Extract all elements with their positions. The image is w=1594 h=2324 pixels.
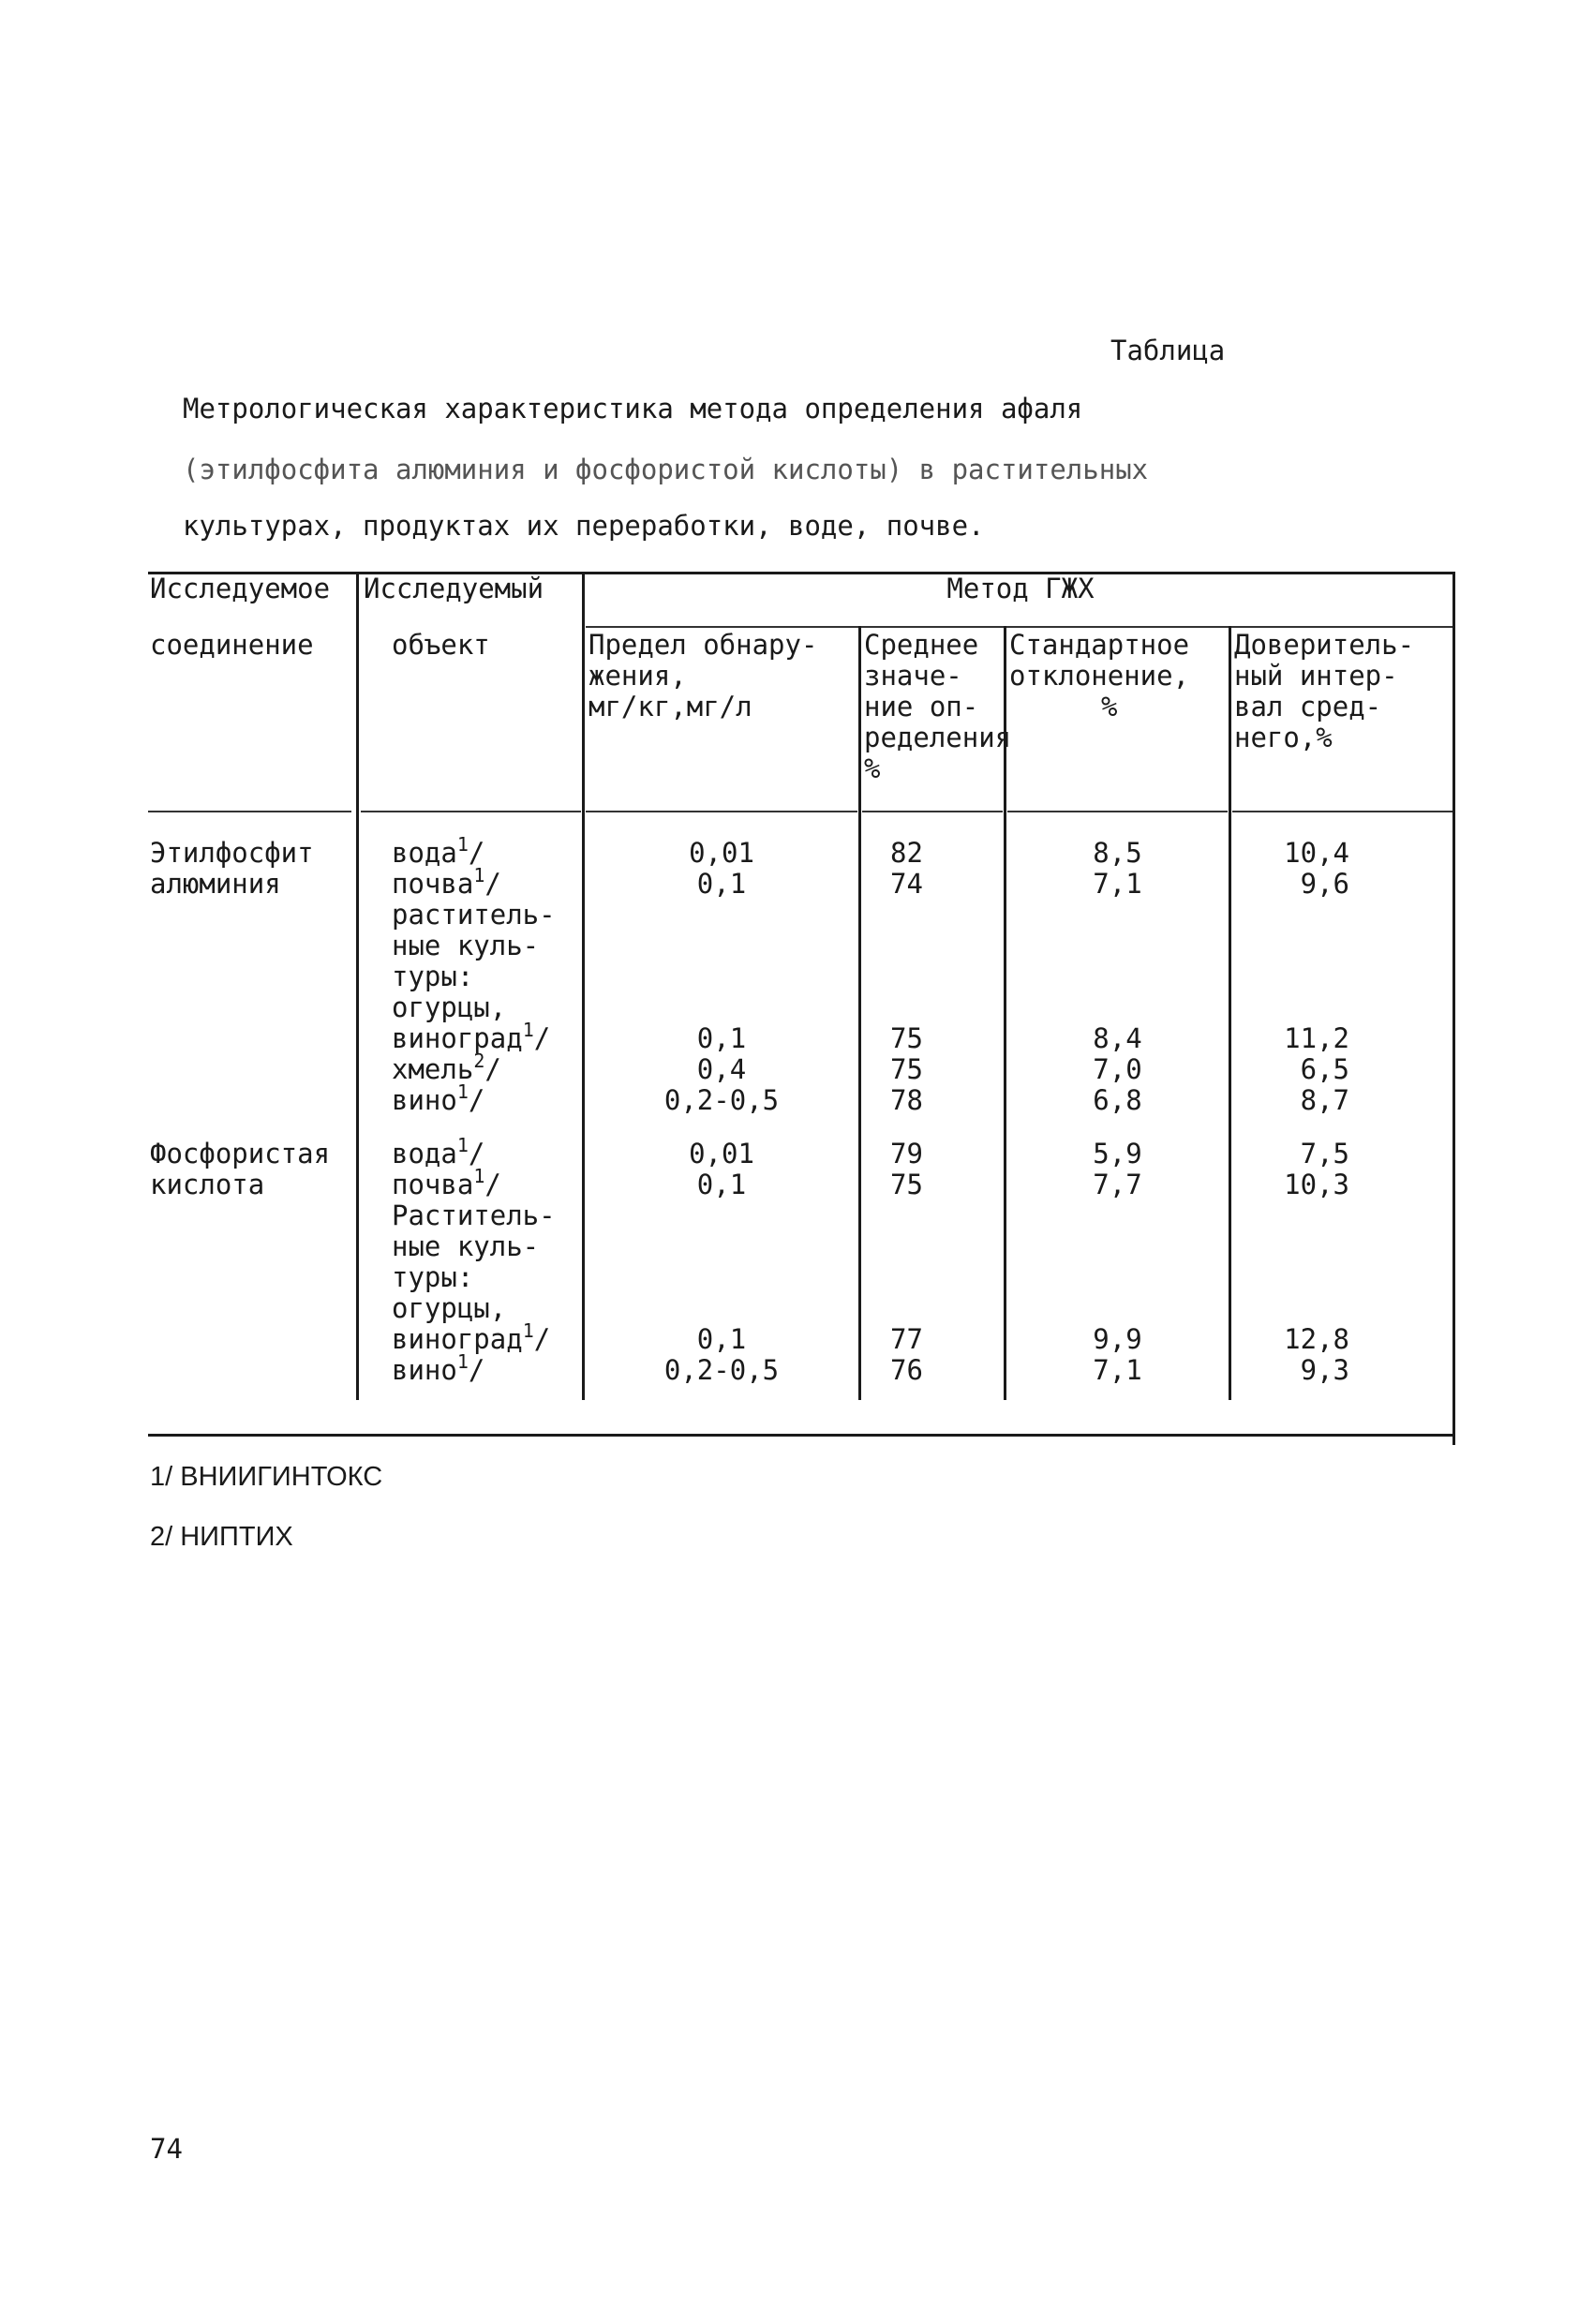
footnote-ref: 1	[522, 1319, 534, 1342]
object-cell: ные куль-	[392, 930, 540, 961]
limit-cell: 0,1	[696, 1323, 747, 1355]
std-cell: 6,8	[1093, 1084, 1142, 1116]
limit-cell: 0,1	[696, 1169, 747, 1200]
object-cell: хмель$^2$/	[392, 1050, 501, 1085]
object-cell: огурцы,	[392, 1292, 507, 1324]
footnote-ref: 1	[473, 1165, 485, 1187]
header-limit-1: Предел обнару-	[588, 629, 818, 661]
object-cell: туры:	[392, 1261, 474, 1293]
ci-cell: 9,3	[1300, 1354, 1349, 1386]
header-object-1: Исследуемый	[364, 573, 544, 604]
std-cell: 7,7	[1093, 1169, 1142, 1200]
page-number: 74	[150, 2133, 183, 2165]
mean-cell: 76	[890, 1354, 923, 1386]
std-cell: 7,0	[1093, 1053, 1142, 1085]
object-cell: вино$^1$/	[392, 1080, 485, 1116]
object-cell: вино$^1$/	[392, 1350, 485, 1386]
header-rule-6	[1232, 811, 1455, 812]
header-rule-3	[586, 811, 857, 812]
header-mean-1: Среднее	[864, 629, 979, 661]
col-sep-3	[858, 626, 861, 1400]
limit-cell: 0,2-0,5	[663, 1084, 780, 1116]
header-object-2: объект	[392, 629, 490, 661]
header-mean-5: %	[864, 752, 881, 784]
header-mean-2: значе-	[864, 660, 962, 692]
mean-cell: 75	[890, 1169, 923, 1200]
header-compound-1: Исследуемое	[150, 573, 331, 604]
header-rule-5	[1007, 811, 1228, 812]
header-rule-4	[862, 811, 1003, 812]
mean-cell: 82	[890, 837, 923, 869]
footnote-ref: 1	[473, 864, 485, 886]
object-cell: почва$^1$/	[392, 864, 501, 900]
std-cell: 7,1	[1093, 1354, 1142, 1386]
object-cell: туры:	[392, 961, 474, 992]
limit-cell: 0,1	[696, 868, 747, 900]
std-cell: 8,5	[1093, 837, 1142, 869]
header-method: Метод ГЖХ	[946, 573, 1095, 604]
table-label: Таблица	[1110, 335, 1226, 366]
table-right-edge	[1452, 574, 1455, 1445]
compound-2-line-2: кислота	[150, 1169, 265, 1200]
footnote-2: 2/ НИПТИХ	[150, 1522, 293, 1552]
header-ci-2: ный интер-	[1234, 660, 1398, 692]
std-cell: 7,1	[1093, 868, 1142, 900]
ci-cell: 12,8	[1284, 1323, 1349, 1355]
object-cell: ные куль-	[392, 1230, 540, 1262]
object-cell: виноград$^1$/	[392, 1019, 551, 1054]
std-cell: 8,4	[1093, 1022, 1142, 1054]
ci-cell: 10,4	[1284, 837, 1349, 869]
mean-cell: 78	[890, 1084, 923, 1116]
std-cell: 5,9	[1093, 1138, 1142, 1169]
object-cell: вода$^1$/	[392, 1134, 485, 1169]
footnote-ref: 1	[456, 1350, 469, 1373]
method-rule	[586, 626, 1455, 628]
compound-1-line-2: алюминия	[150, 868, 281, 900]
ci-cell: 8,7	[1300, 1084, 1349, 1116]
header-rule-2	[361, 811, 581, 812]
footnote-ref: 1	[456, 1134, 469, 1156]
ci-cell: 7,5	[1300, 1138, 1349, 1169]
header-ci-4: него,%	[1234, 722, 1333, 753]
col-sep-2	[582, 574, 585, 1400]
ci-cell: 10,3	[1284, 1169, 1349, 1200]
limit-cell: 0,4	[696, 1053, 747, 1085]
header-ci-3: вал сред-	[1234, 691, 1382, 723]
header-limit-3: мг/кг,мг/л	[588, 691, 752, 723]
std-cell: 9,9	[1093, 1323, 1142, 1355]
caption-line-1: Метрологическая характеристика метода определения афаля	[183, 393, 1083, 425]
header-std-1: Стандартное	[1009, 629, 1190, 661]
table-bottom-rule	[148, 1434, 1455, 1437]
limit-cell: 0,2-0,5	[663, 1354, 780, 1386]
caption-line-2: (этилфосфита алюминия и фосфористой кислоты) в растительных	[183, 454, 1149, 485]
header-std-2: отклонение,	[1009, 660, 1190, 692]
footnote-ref: 1	[456, 1080, 469, 1103]
mean-cell: 74	[890, 868, 923, 900]
object-cell: вода$^1$/	[392, 833, 485, 869]
footnote-ref: 1	[456, 833, 469, 856]
object-cell: виноград$^1$/	[392, 1319, 551, 1355]
ci-cell: 11,2	[1284, 1022, 1349, 1054]
mean-cell: 77	[890, 1323, 923, 1355]
header-compound-2: соединение	[150, 629, 314, 661]
header-mean-3: ние оп-	[864, 691, 979, 723]
mean-cell: 75	[890, 1022, 923, 1054]
footnote-ref: 2	[473, 1050, 485, 1072]
compound-1-line-1: Этилфосфит	[150, 837, 314, 869]
object-cell: почва$^1$/	[392, 1165, 501, 1200]
col-sep-1	[356, 574, 359, 1400]
ci-cell: 9,6	[1300, 868, 1349, 900]
mean-cell: 79	[890, 1138, 923, 1169]
header-rule-1	[148, 811, 351, 812]
header-ci-1: Доверитель-	[1234, 629, 1415, 661]
header-limit-2: жения,	[588, 660, 687, 692]
compound-2-line-1: Фосфористая	[150, 1138, 331, 1169]
col-sep-5	[1229, 626, 1231, 1400]
limit-cell: 0,01	[689, 837, 754, 869]
caption-line-3: культурах, продуктах их переработки, воде, почве.	[183, 510, 985, 542]
footnote-1: 1/ ВНИИГИНТОКС	[150, 1462, 383, 1492]
object-cell: Раститель-	[392, 1199, 556, 1231]
header-std-3: %	[1101, 691, 1118, 723]
mean-cell: 75	[890, 1053, 923, 1085]
limit-cell: 0,1	[696, 1022, 747, 1054]
ci-cell: 6,5	[1300, 1053, 1349, 1085]
footnote-ref: 1	[522, 1019, 534, 1041]
object-cell: раститель-	[392, 899, 556, 931]
limit-cell: 0,01	[689, 1138, 754, 1169]
object-cell: огурцы,	[392, 991, 507, 1023]
header-mean-4: ределения	[864, 722, 1012, 753]
